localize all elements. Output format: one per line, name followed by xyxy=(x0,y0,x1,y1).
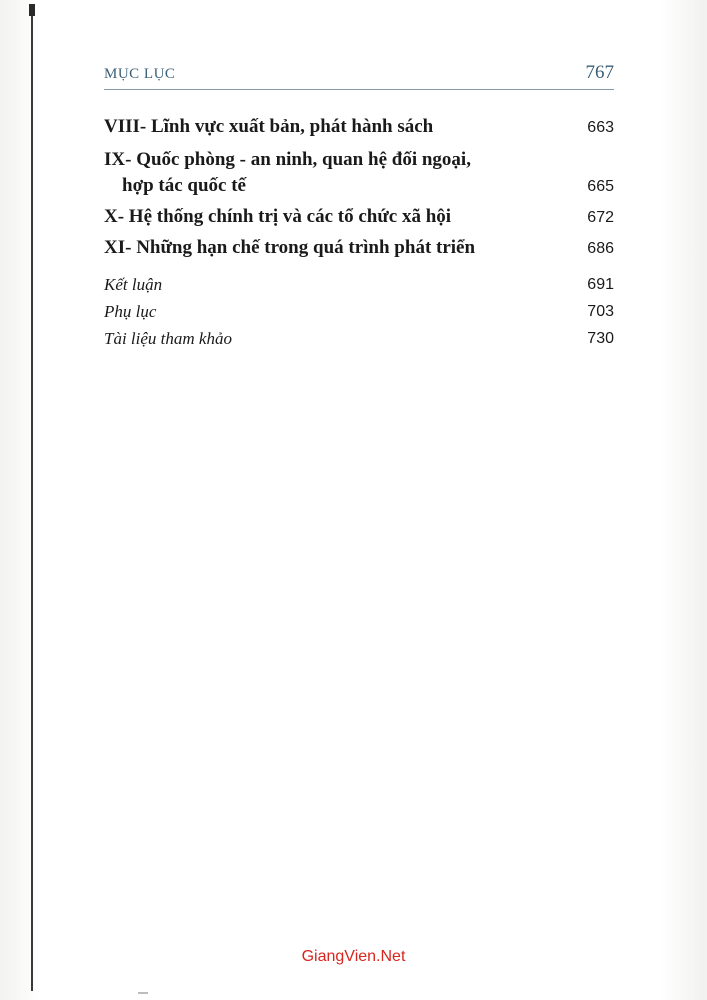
toc-entry-page: 665 xyxy=(587,178,614,195)
toc-entry-page: 730 xyxy=(587,330,614,347)
toc-entry-label: Tài liệu tham khảo xyxy=(104,329,232,348)
page-spine-line xyxy=(31,6,33,991)
toc-entry-label: X- Hệ thống chính trị và các tổ chức xã hội xyxy=(104,206,452,227)
header-page-number: 767 xyxy=(585,62,614,83)
toc-entry-label: Phụ lục xyxy=(104,302,157,321)
watermark-text: GiangVien.Net xyxy=(301,948,406,965)
toc-entry-label: VIII- Lĩnh vực xuất bản, phát hành sách xyxy=(104,116,434,137)
running-header xyxy=(104,60,614,92)
toc-entry-page: 691 xyxy=(587,276,614,293)
page-spine-mark xyxy=(29,4,35,16)
toc-entry-label: IX- Quốc phòng - an ninh, quan hệ đối ngoại, xyxy=(104,149,471,170)
toc-entry-label: Kết luận xyxy=(104,275,163,294)
toc-entry-label: XI- Những hạn chế trong quá trình phát triển xyxy=(104,237,476,258)
toc-entry-page: 703 xyxy=(587,303,614,320)
header-rule xyxy=(104,89,614,90)
toc-entry-page: 672 xyxy=(587,209,614,226)
toc-entry-page: 686 xyxy=(587,240,614,257)
toc-entry-page: 663 xyxy=(587,119,614,136)
scan-smudge xyxy=(138,992,148,994)
toc-entry-label-continued: hợp tác quốc tế xyxy=(122,175,246,196)
header-title: MỤC LỤC xyxy=(104,66,176,82)
